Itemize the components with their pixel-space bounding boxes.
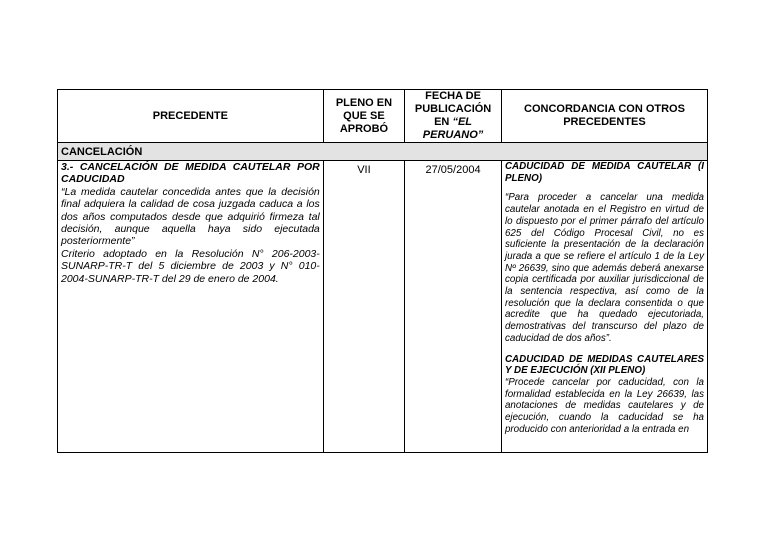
section-title: CANCELACIÓN [58,143,708,161]
table-row [58,161,708,453]
header-precedente: PRECEDENTE [58,90,324,143]
header-fecha [405,90,502,143]
concordancia-cell [501,161,707,453]
header-pleno: PLENO EN QUE SE APROBÓ [323,90,404,143]
precedente-title: 3.- CANCELACIÓN DE MEDIDA CAUTELAR POR CADUCIDAD [61,161,320,186]
concordancia-1-text: “Para proceder a cancelar una medida cautelar anotada en el Registro en virtud de lo dispuesto por el primer párrafo del artículo 625 del Código Procesal Civil, no es suficiente la presentación de la declaración jurada a que se refiere el artículo 1 de la Ley Nº 26639, sino que además deberá anexarse copia certificada por auxiliar jurisdiccional de la sentencia respectiva, así como de la resolución que la declara consentida o que acredite que ha quedado ejecutoriada, demostrativas del transcurso del plazo de caducidad de dos años”. [504,192,704,344]
concordancia-2-text: “Procede cancelar por caducidad, con la formalidad establecida en la Ley 26639, las anotaciones de medidas cautelares y de ejecución, cuando la caducidad se ha producido con anterioridad a la entrada en [504,376,704,435]
concordancia-2-title: CADUCIDAD DE MEDIDAS CAUTELARES Y DE EJECUCIÓN (XII PLENO) [504,353,704,377]
precedents-table [57,89,708,453]
precedente-cell [58,161,324,453]
fecha-cell: 27/05/2004 [405,161,502,453]
header-fecha-line2: “EL PERUANO” [422,116,484,141]
header-fecha-line1: FECHA DE PUBLICACIÓN EN [414,90,492,128]
header-concordancia: CONCORDANCIA CON OTROS PRECEDENTES [501,90,707,143]
pleno-cell: VII [323,161,404,453]
table-header-row [58,90,708,143]
precedente-criterio: Criterio adoptado en la Resolución N° 206-2003-SUNARP-TR-T del 5 diciembre de 2003 y N° 010-2004-SUNARP-TR-T del 29 de enero de 2004. [61,247,320,285]
precedente-quote: “La medida cautelar concedida antes que la decisión final adquiera la calidad de cosa juzgada caduca a los dos años computados desde que adquirió firmeza tal decisión, aunque aquella haya sido ejecutada posteriormente” [61,185,320,248]
section-row [58,143,708,161]
concordancia-1-title: CADUCIDAD DE MEDIDA CAUTELAR (I PLENO) [504,161,704,184]
